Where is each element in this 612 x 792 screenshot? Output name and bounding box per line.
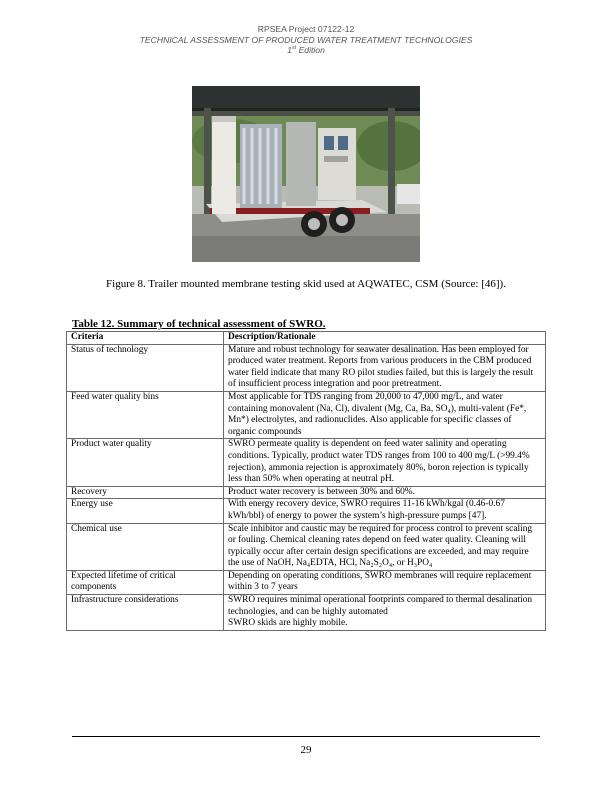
trailer-skid-photo (192, 86, 420, 262)
description-cell: Most applicable for TDS ranging from 20,000 to 47,000 mg/L, and water containing monovalent (Na, Cl), divalent (Mg, Ca, Ba, SO₄), multi-valent (Fe*, Mn*) electrolytes, and radionuclides. Also applicable for specific classes of organic compounds (224, 391, 546, 438)
table-row (67, 344, 546, 391)
description-cell: Product water recovery is between 30% and 60%. (224, 486, 546, 499)
header-title: TECHNICAL ASSESSMENT OF PRODUCED WATER TREATMENT TECHNOLOGIES (139, 34, 473, 45)
swro-assessment-table (66, 331, 546, 631)
running-header (0, 24, 612, 56)
criteria-cell: Infrastructure considerations (67, 595, 224, 631)
table-title: Table 12. Summary of technical assessment of SWRO. (72, 318, 326, 330)
table-row (67, 595, 546, 631)
description-cell: Depending on operating conditions, SWRO membranes will require replacement within 3 to 7 years (224, 570, 546, 594)
table-row (67, 439, 546, 486)
description-cell: Mature and robust technology for seawater desalination. Has been employed for produced water treatment. Reports from various producers in the CBM produced water field indicate that many RO pilot studies failed, but this is largely the result of insufficient process integration and poor pretreatment. (224, 344, 546, 391)
criteria-cell: Product water quality (67, 439, 224, 486)
criteria-cell: Status of technology (67, 344, 224, 391)
table-header-row (67, 332, 546, 345)
table-row (67, 486, 546, 499)
footer-rule (72, 736, 540, 737)
description-cell: Scale inhibitor and caustic may be required for process control to prevent scaling or fouling. Chemical cleaning rates depend on feed water quality. Cleaning will typically occur after certain design specifications are exceeded, and may require the use of NaOH, Na₄EDTA, HCl, Na₂S₂O₄, or H₃PO₄ (224, 523, 546, 570)
description-cell: SWRO permeate quality is dependent on feed water salinity and operating conditions. Typically, product water TDS ranges from 100 to 400 mg/L (>99.4% rejection), ammonia rejection is approximately 80%, boron rejection is typically less than 50% when operating at neutral pH. (224, 439, 546, 486)
table-row (67, 391, 546, 438)
header-project: RPSEA Project 07122-12 (257, 24, 355, 34)
table-row (67, 570, 546, 594)
figure-caption: Figure 8. Trailer mounted membrane testing skid used at AQWATEC, CSM (Source: [46]). (106, 278, 506, 290)
col-criteria-header: Criteria (67, 332, 224, 345)
criteria-cell: Recovery (67, 486, 224, 499)
table-row (67, 499, 546, 523)
description-cell: With energy recovery device, SWRO requires 11-16 kWh/kgal (0.46-0.67 kWh/bbl) of energy to power the system’s high-pressure pumps [47]. (224, 499, 546, 523)
col-description-header: Description/Rationale (224, 332, 546, 345)
criteria-cell: Feed water quality bins (67, 391, 224, 438)
criteria-cell: Expected lifetime of critical components (67, 570, 224, 594)
criteria-cell: Energy use (67, 499, 224, 523)
header-edition: 1st Edition (287, 45, 325, 55)
table-row (67, 523, 546, 570)
description-cell: SWRO requires minimal operational footprints compared to thermal desalination technologies, and can be highly automated SWRO skids are highly mobile. (224, 595, 546, 631)
page-number: 29 (300, 744, 312, 756)
criteria-cell: Chemical use (67, 523, 224, 570)
